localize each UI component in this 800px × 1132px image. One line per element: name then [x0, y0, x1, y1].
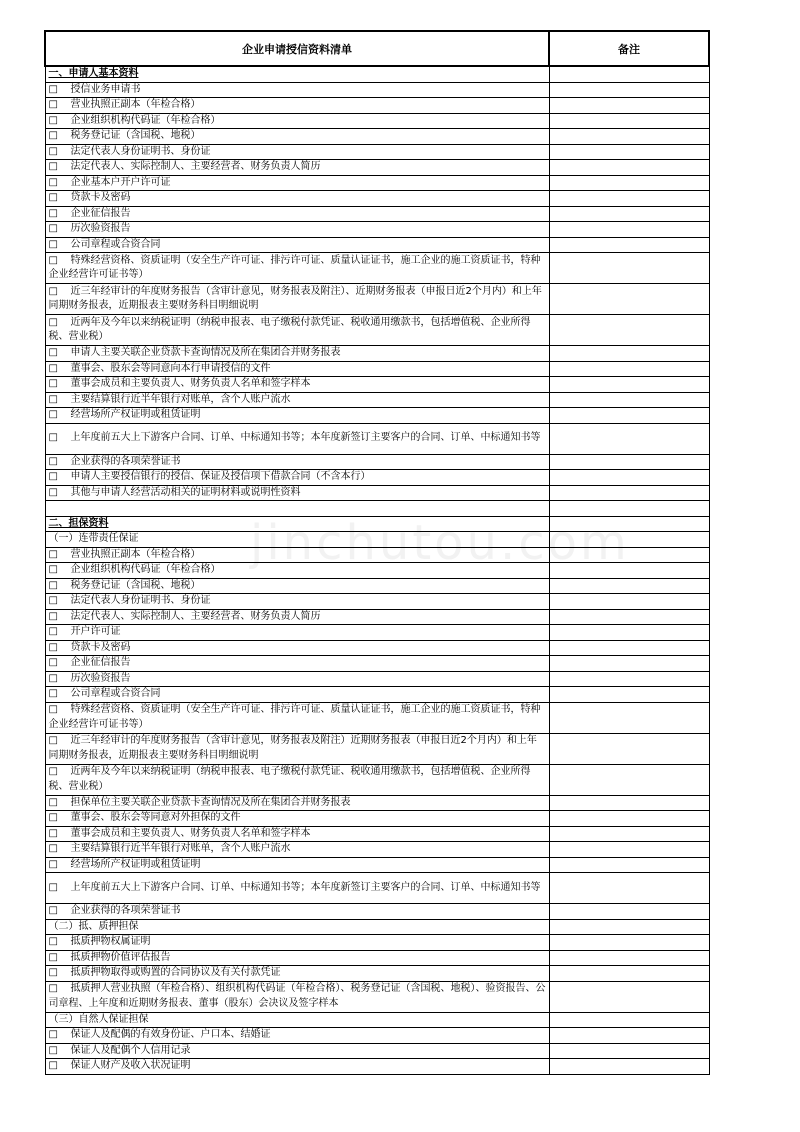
- checkbox-icon[interactable]: □: [48, 564, 58, 576]
- checkbox-icon[interactable]: □: [48, 114, 58, 126]
- checkbox-icon[interactable]: □: [48, 223, 58, 235]
- checkbox-icon[interactable]: □: [48, 548, 58, 560]
- remark-cell: [549, 470, 709, 486]
- remark-cell: [549, 671, 709, 687]
- checklist-row: [45, 625, 709, 641]
- checklist-item-label: 企业获得的各项荣誉证书: [70, 905, 181, 917]
- checklist-item-label: 保证人财产及收入状况证明: [70, 1060, 191, 1072]
- checklist-row: [45, 253, 709, 284]
- remark-cell: [549, 253, 709, 284]
- watermark: jinchutou.com: [250, 515, 630, 571]
- remark-cell: [549, 547, 709, 563]
- checkbox-icon[interactable]: □: [48, 176, 58, 188]
- remark-cell: [549, 981, 709, 1012]
- section-heading-row: [45, 66, 709, 82]
- remark-cell: [549, 82, 709, 98]
- checkbox-icon[interactable]: □: [48, 486, 58, 498]
- remark-cell: [549, 640, 709, 656]
- remark-cell: [549, 904, 709, 920]
- checklist-item-label: 其他与申请人经营活动相关的证明材料或说明性资料: [70, 486, 301, 498]
- remark-cell: [549, 795, 709, 811]
- checklist-row: [45, 826, 709, 842]
- checklist-item-label: 上年度前五大上下游客户合同、订单、中标通知书等；本年度新签订主要客户的合同、订单、中标通知书等: [70, 881, 541, 893]
- checklist-row: [45, 144, 709, 160]
- checklist-row: [45, 206, 709, 222]
- checklist-row: [45, 594, 709, 610]
- subsection-row: [45, 1012, 709, 1028]
- checklist-item-label: 近三年经审计的年度财务报告（含审计意见，财务报表及附注）近期财务报表（申报日近2个月内）和上年同期财务报表，近期报表主要财务科目明细说明: [48, 735, 537, 761]
- checklist-item-label: 法定代表人、实际控制人、主要经营者、财务负责人简历: [70, 161, 321, 173]
- checklist-row: [45, 470, 709, 486]
- remark-cell: [549, 346, 709, 362]
- checklist-row: [45, 764, 709, 795]
- remark-cell: [549, 454, 709, 470]
- checklist-row: [45, 950, 709, 966]
- checklist-item-label: 保证人及配偶个人信用记录: [70, 1044, 191, 1056]
- remark-cell: [549, 315, 709, 346]
- remark-cell: [549, 516, 709, 532]
- checkbox-icon[interactable]: □: [48, 843, 58, 855]
- checkbox-icon[interactable]: □: [48, 409, 58, 421]
- checkbox-icon[interactable]: □: [48, 688, 58, 700]
- checklist-item-label: 董事会、股东会等同意对外担保的文件: [70, 812, 241, 824]
- checkbox-icon[interactable]: □: [48, 471, 58, 483]
- section-heading-row: [45, 516, 709, 532]
- remark-cell: [549, 284, 709, 315]
- checklist-item-label: 主要结算银行近半年银行对账单，含个人账户流水: [70, 843, 291, 855]
- checklist-row: [45, 656, 709, 672]
- checklist-item-label: 历次验资报告: [70, 672, 131, 684]
- checklist-item-label: 抵质押人营业执照（年检合格）、组织机构代码证（年检合格）、税务登记证（含国税、地税）、验资报告、公司章程、上年度和近期财务报表、董事（股东）会决议及签字样本: [48, 983, 546, 1009]
- checklist-row: [45, 547, 709, 563]
- checklist-row: [45, 811, 709, 827]
- checkbox-icon[interactable]: □: [48, 579, 58, 591]
- checkbox-icon[interactable]: □: [48, 1029, 58, 1041]
- checklist-row: [45, 113, 709, 129]
- checklist-item-label: 近两年及今年以来纳税证明（纳税申报表、电子缴税付款凭证、税收通用缴款书，包括增值税、企业所得税、营业税）: [48, 316, 531, 342]
- checklist-item-label: 公司章程或合资合同: [70, 688, 161, 700]
- remark-cell: [549, 656, 709, 672]
- checklist-item-label: 贷款卡及密码: [70, 192, 131, 204]
- checklist-item-label: 申请人主要授信银行的授信、保证及授信项下借款合同（不含本行）: [70, 471, 371, 483]
- checklist-item-label: 企业获得的各项荣誉证书: [70, 455, 181, 467]
- checklist-item-label: 公司章程或合资合同: [70, 238, 161, 250]
- remark-cell: [549, 237, 709, 253]
- checkbox-icon[interactable]: □: [48, 704, 58, 715]
- checklist-item-label: 企业组织机构代码证（年检合格）: [70, 114, 221, 126]
- checkbox-icon[interactable]: □: [48, 99, 58, 111]
- checklist-row: [45, 563, 709, 579]
- checklist-item-label: 企业征信报告: [70, 207, 131, 219]
- remark-cell: [549, 501, 709, 517]
- checkbox-icon[interactable]: □: [48, 610, 58, 622]
- remark-cell: [549, 842, 709, 858]
- checkbox-icon[interactable]: □: [48, 905, 58, 917]
- checkbox-icon[interactable]: □: [48, 657, 58, 669]
- checkbox-icon[interactable]: □: [48, 735, 58, 746]
- checkbox-icon[interactable]: □: [48, 983, 58, 994]
- table-header-row: [45, 31, 709, 66]
- remark-cell: [549, 66, 709, 82]
- checklist-row: [45, 129, 709, 145]
- checklist-row: [45, 284, 709, 315]
- remark-cell: [549, 408, 709, 424]
- remark-cell: [549, 423, 709, 454]
- checklist-item-label: 开户许可证: [70, 626, 121, 638]
- remark-cell: [549, 175, 709, 191]
- checklist-item-label: 主要结算银行近半年银行对账单，含个人账户流水: [70, 393, 291, 405]
- checklist-item-label: 税务登记证（含国税、地税）: [70, 579, 201, 591]
- remark-cell: [549, 361, 709, 377]
- subsection-row: [45, 919, 709, 935]
- remark-cell: [549, 144, 709, 160]
- checkbox-icon[interactable]: □: [48, 951, 58, 963]
- checklist-row: [45, 873, 709, 904]
- remark-cell: [549, 733, 709, 764]
- checklist-item-label: 董事会成员和主要负责人、财务负责人名单和签字样本: [70, 827, 311, 839]
- remark-column-header: 备注: [549, 31, 709, 66]
- checklist-row: [45, 966, 709, 982]
- document-table: [44, 30, 710, 1075]
- remark-cell: [549, 687, 709, 703]
- checklist-row: [45, 98, 709, 114]
- checkbox-icon[interactable]: □: [48, 432, 58, 444]
- checklist-item-label: 抵质押物价值评估报告: [70, 951, 171, 963]
- checklist-item-label: 特殊经营资格、资质证明（安全生产许可证、排污许可证、质量认证证书，施工企业的施工资质证书，特种企业经营许可证书等）: [48, 254, 541, 280]
- checklist-row: [45, 687, 709, 703]
- checklist-item-label: 企业征信报告: [70, 657, 131, 669]
- checklist-item-label: 授信业务申请书: [70, 83, 141, 95]
- checkbox-icon[interactable]: □: [48, 238, 58, 250]
- remark-cell: [549, 935, 709, 951]
- checkbox-icon[interactable]: □: [48, 967, 58, 979]
- checkbox-icon[interactable]: □: [48, 455, 58, 467]
- checklist-row: [45, 346, 709, 362]
- remark-cell: [549, 702, 709, 733]
- checkbox-icon[interactable]: □: [48, 316, 58, 328]
- remark-cell: [549, 578, 709, 594]
- remark-cell: [549, 1043, 709, 1059]
- remark-cell: [549, 222, 709, 238]
- remark-cell: [549, 609, 709, 625]
- checklist-row: [45, 842, 709, 858]
- remark-cell: [549, 563, 709, 579]
- checklist-row: [45, 392, 709, 408]
- remark-cell: [549, 1012, 709, 1028]
- section-heading: 一、申请人基本资料: [48, 68, 139, 80]
- checkbox-icon[interactable]: □: [48, 285, 58, 297]
- checklist-item-label: 上年度前五大上下游客户合同、订单、中标通知书等；本年度新签订主要客户的合同、订单、中标通知书等: [70, 432, 541, 444]
- checklist-item-label: 法定代表人身份证明书、身份证: [70, 145, 211, 157]
- checkbox-icon[interactable]: □: [48, 378, 58, 390]
- checkbox-icon[interactable]: □: [48, 130, 58, 142]
- blank-row: [45, 501, 709, 517]
- checklist-item-label: 法定代表人、实际控制人、主要经营者、财务负责人简历: [70, 610, 321, 622]
- checklist-item-label: 历次验资报告: [70, 223, 131, 235]
- checkbox-icon[interactable]: □: [48, 254, 58, 266]
- page-title: 企业申请授信资料清单: [45, 31, 549, 66]
- checkbox-icon[interactable]: □: [48, 1060, 58, 1072]
- checklist-row: [45, 315, 709, 346]
- checkbox-icon[interactable]: □: [48, 192, 58, 204]
- checkbox-icon[interactable]: □: [48, 641, 58, 653]
- checkbox-icon[interactable]: □: [48, 595, 58, 607]
- remark-cell: [549, 206, 709, 222]
- checklist-row: [45, 1028, 709, 1044]
- checkbox-icon[interactable]: □: [48, 83, 58, 95]
- checklist-item-label: 抵质押物权属证明: [70, 936, 151, 948]
- checklist-row: [45, 160, 709, 176]
- checklist-item-label: 法定代表人身份证明书、身份证: [70, 595, 211, 607]
- checkbox-icon[interactable]: □: [48, 812, 58, 824]
- checklist-item-label: 担保单位主要关联企业贷款卡查询情况及所在集团合并财务报表: [70, 796, 351, 808]
- remark-cell: [549, 191, 709, 207]
- checklist-item-label: 营业执照正副本（年检合格）: [70, 548, 201, 560]
- checklist-row: [45, 702, 709, 733]
- checkbox-icon[interactable]: □: [48, 672, 58, 684]
- checkbox-icon[interactable]: □: [48, 347, 58, 359]
- checkbox-icon[interactable]: □: [48, 858, 58, 870]
- checklist-row: [45, 175, 709, 191]
- remark-cell: [549, 1059, 709, 1075]
- checklist-row: [45, 423, 709, 454]
- checklist-item-label: 营业执照正副本（年检合格）: [70, 99, 201, 111]
- remark-cell: [549, 160, 709, 176]
- checklist-row: [45, 408, 709, 424]
- remark-cell: [549, 826, 709, 842]
- remark-cell: [549, 857, 709, 873]
- checkbox-icon[interactable]: □: [48, 145, 58, 157]
- subsection-heading: （一）连带责任保证: [48, 533, 139, 545]
- subsection-heading: （二）抵、质押担保: [48, 920, 139, 932]
- checklist-item-label: 特殊经营资格、资质证明（安全生产许可证、排污许可证、质量认证证书，施工企业的施工资质证书，特种企业经营许可证书等）: [48, 704, 541, 730]
- checklist-item-label: 企业组织机构代码证（年检合格）: [70, 564, 221, 576]
- remark-cell: [549, 377, 709, 393]
- remark-cell: [549, 485, 709, 501]
- remark-cell: [549, 625, 709, 641]
- remark-cell: [549, 98, 709, 114]
- checklist-item-label: 经营场所产权证明或租赁证明: [70, 858, 201, 870]
- checkbox-icon[interactable]: □: [48, 161, 58, 173]
- remark-cell: [549, 129, 709, 145]
- checkbox-icon[interactable]: □: [48, 766, 58, 777]
- remark-cell: [549, 950, 709, 966]
- checkbox-icon[interactable]: □: [48, 936, 58, 948]
- checkbox-icon[interactable]: □: [48, 393, 58, 405]
- checklist-row: [45, 191, 709, 207]
- checklist-row: [45, 82, 709, 98]
- checkbox-icon[interactable]: □: [48, 881, 58, 893]
- checklist-row: [45, 454, 709, 470]
- remark-cell: [549, 764, 709, 795]
- checkbox-icon[interactable]: □: [48, 827, 58, 839]
- checklist-row: [45, 578, 709, 594]
- checklist-item-label: 经营场所产权证明或租赁证明: [70, 409, 201, 421]
- checklist-item-label: 申请人主要关联企业贷款卡查询情况及所在集团合并财务报表: [70, 347, 341, 359]
- section-heading: 二、担保资料: [48, 517, 109, 529]
- subsection-heading: （三）自然人保证担保: [48, 1013, 149, 1025]
- checklist-row: [45, 485, 709, 501]
- subsection-row: [45, 532, 709, 548]
- checklist-row: [45, 361, 709, 377]
- checklist-item-label: 董事会成员和主要负责人、财务负责人名单和签字样本: [70, 378, 311, 390]
- checklist-row: [45, 1059, 709, 1075]
- checklist-row: [45, 377, 709, 393]
- checkbox-icon[interactable]: □: [48, 796, 58, 808]
- checklist-row: [45, 857, 709, 873]
- checklist-row: [45, 795, 709, 811]
- remark-cell: [549, 966, 709, 982]
- checkbox-icon[interactable]: □: [48, 626, 58, 638]
- checklist-item-label: 董事会、股东会等同意向本行申请授信的文件: [70, 362, 271, 374]
- checklist-row: [45, 237, 709, 253]
- remark-cell: [549, 532, 709, 548]
- remark-cell: [549, 919, 709, 935]
- checklist-item-label: 贷款卡及密码: [70, 641, 131, 653]
- checkbox-icon[interactable]: □: [48, 1044, 58, 1056]
- checklist-item-label: 企业基本户开户许可证: [70, 176, 171, 188]
- remark-cell: [549, 594, 709, 610]
- checklist-item-label: 近两年及今年以来纳税证明（纳税申报表、电子缴税付款凭证、税收通用缴款书，包括增值税、企业所得税、营业税）: [48, 766, 531, 792]
- checkbox-icon[interactable]: □: [48, 207, 58, 219]
- checklist-item-label: 保证人及配偶的有效身份证、户口本、结婚证: [70, 1029, 271, 1041]
- checklist-row: [45, 222, 709, 238]
- checklist-row: [45, 1043, 709, 1059]
- remark-cell: [549, 392, 709, 408]
- checklist-row: [45, 935, 709, 951]
- checkbox-icon[interactable]: □: [48, 362, 58, 374]
- checklist-item-label: 抵质押物取得或购置的合同协议及有关付款凭证: [70, 967, 281, 979]
- remark-cell: [549, 1028, 709, 1044]
- checklist-row: [45, 733, 709, 764]
- remark-cell: [549, 873, 709, 904]
- checklist-row: [45, 640, 709, 656]
- checklist-item-label: 近三年经审计的年度财务报告（含审计意见，财务报表及附注）、近期财务报表（申报日近2个月内）和上年同期财务报表，近期报表主要财务科目明细说明: [48, 285, 542, 311]
- checklist-row: [45, 671, 709, 687]
- checklist-row: [45, 904, 709, 920]
- checklist-item-label: 税务登记证（含国税、地税）: [70, 130, 201, 142]
- checklist-row: [45, 609, 709, 625]
- checklist-row: [45, 981, 709, 1012]
- remark-cell: [549, 811, 709, 827]
- remark-cell: [549, 113, 709, 129]
